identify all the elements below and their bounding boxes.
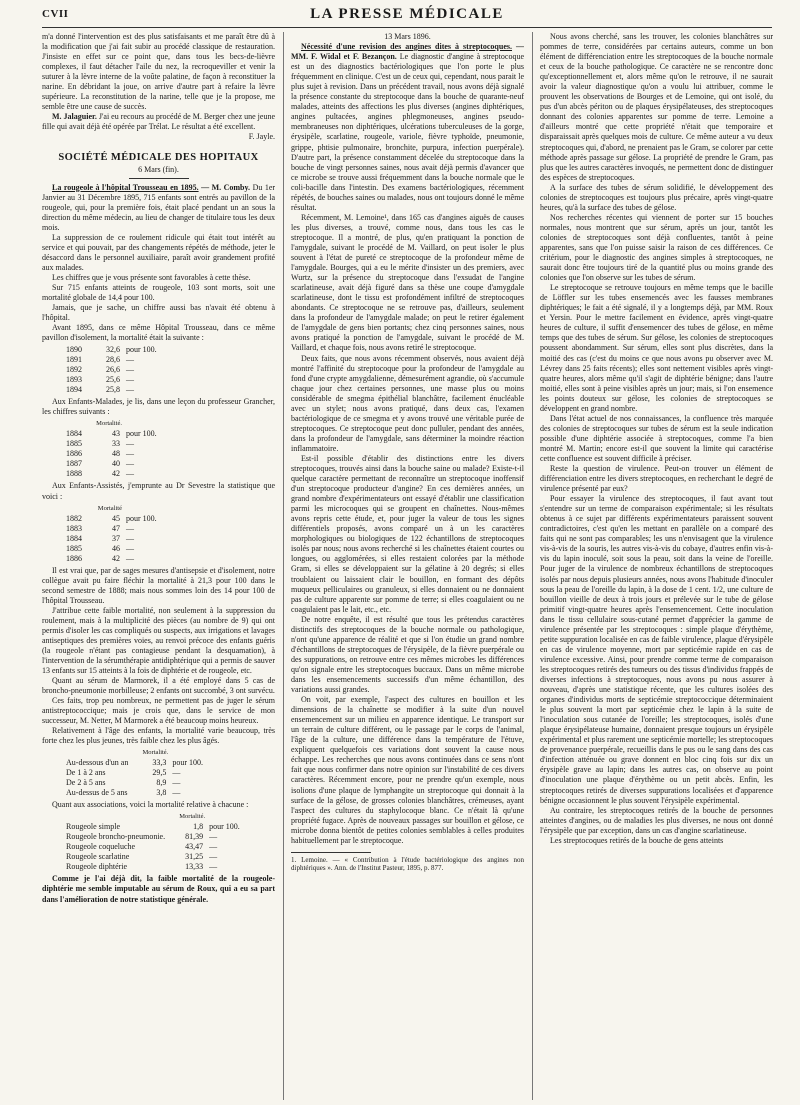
paragraph: On voit, par exemple, l'aspect des cultures en bouillon et les dimensions de la chaînette se modifier à la suite d'un nouvel ensemencement sur un milieu en apparence identique. Le transport sur un terrain de culture différent, ou le passage par le corps de l'animal, l'âge de la culture, une différence dans la température de l'étuve, expliquent quelquefois ces variations dont souvent la cause nous échappe. Les recherches que nous avons continuées dans ce sens n'ont fait que nous confirmer dans notre opinion sur l'instabilité de ces divers caractères. Récemment encore, pour ne prendre qu'un exemple, nous isolions d'une plaque de lymphangite un streptocoque qui donnait à la surface de la gélose, de grosses colonies blanchâtres, crémeuses, ayant l'aspect des cultures du staphylocoque blanc. Ce n'était là qu'une propriété fugace. Après de nouveaux passages sur bouillon et gélose, ce microbe donna bientôt de petites colonies semblables à celles produites habituellement par le streptocoque. bbox=[291, 695, 524, 845]
table-row: 1886 42 — bbox=[66, 553, 134, 563]
paragraph: Le streptocoque se retrouve toujours en même temps que le bacille de Löffler sur les tubes ensemencés avec les fausses membranes diphtériques; le fait a été signalé, il y a longtemps déjà, par MM. Roux et Yersin. Pour le mettre facilement en évidence, après vingt-quatre heures de culture, il suffit d'ensemencer des tubes de gélose, en même temps que des tubes de sérum. Sur gélose, les colonies de streptocoques poussent abondamment. Sur sérum, elles sont plus discrètes, dans la moitié des cas (c'est du moins ce que nous avons pu observer avec M. Lévrey dans 25 faits récents); elles sont nettement visibles après vingt-quatre heures, alors même qu'il s'agit de diphtérie bénigne; dans l'autre moitié, elles sont à peine visibles après un jour; mais, si l'on ensemence les points douteux sur gélose, les colonies de streptocoques se développent en grand nombre. bbox=[540, 283, 773, 413]
table-row: 1885 46 — bbox=[66, 543, 134, 553]
paragraph: Deux faits, que nous avons récemment observés, nous avaient déjà montré l'affinité du streptocoque pour la profondeur de l'amygdale au fond d'une crypte amygdalienne, démesurément agrandie, où s'accumule chaque jour chez certaines personnes, une masse plus ou moins considérable de smegma épithélial blanchâtre, facilement énucléable avec un stylet; nous avons pratiqué, dans deux cas, l'examen bactériologique de ce smegma et y avons trouvé une véritable purée de streptocoques. Ce streptocoque peut donc pulluler, pendant des années, dans la profondeur de l'amygdale, sans déterminer la moindre réaction inflammatoire. bbox=[291, 353, 524, 453]
mortality-table-trousseau bbox=[66, 345, 161, 395]
table-row: 1888 42 — bbox=[66, 469, 134, 479]
paragraph: Ces faits, trop peu nombreux, ne permettent pas de juger le sérum antistreptococcique; mais je crois que, dans le service de mon successeur, M. Netter, M Marmorek a été beaucoup moins heureux. bbox=[42, 696, 275, 726]
table-row: 1883 47 — bbox=[66, 523, 134, 533]
paragraph: Les streptocoques retirés de la bouche de gens atteints bbox=[550, 835, 724, 845]
paragraph: Reste la question de virulence. Peut-on trouver un élément de différenciation entre les divers streptocoques, en recherchant le degré de virulence présenté par eux? bbox=[540, 464, 773, 494]
mortality-by-age-table bbox=[66, 748, 207, 798]
mortality-by-association-table bbox=[66, 812, 244, 872]
section-title: SOCIÉTÉ MÉDICALE DES HOPITAUX bbox=[58, 151, 259, 163]
paragraph: M. Jalaguier. J'ai eu recours au procédé de M. Berger chez une jeune fille qui avait déjà été opérée par Trélat. Le résultat a été excellent. bbox=[42, 112, 275, 132]
header-rule bbox=[42, 27, 772, 28]
paragraph: Quant aux associations, voici la mortalité relative à chacune : bbox=[52, 800, 249, 810]
footnote: 1. Lemoine. — « Contribution à l'étude bactériologique des angines non diphtériques ». Ann. de l'Institut Pasteur, 1895, p. 877. bbox=[291, 855, 524, 873]
section-rule bbox=[129, 178, 189, 179]
column-divider bbox=[283, 32, 284, 1100]
column-divider bbox=[532, 32, 533, 1100]
paragraph: Comme je l'ai déjà dit, la faible mortalité de la rougeole-diphtérie me semble imputable au sérum de Roux, qui a eu sa part dans l'amélioration de notre statistique générale. bbox=[42, 874, 275, 904]
paragraph: Nos recherches récentes qui viennent de porter sur 15 bouches normales, nous montrent que sur sérum, après un jour, tantôt les colonies de streptocoques sont déjà confluentes, tantôt à peine apparentes, sans que l'on puisse saisir la raison de ces différences. Ce critérium, pour le diagnostic des angines simples à streptocoques, ne saurait donc être toujours tiré de la quantité plus ou moins grande des colonies que l'on observe sur les tubes de sérum. bbox=[540, 212, 773, 283]
table-row: 1882 45 pour 100. bbox=[66, 513, 157, 523]
paragraph: Il est vrai que, par de sages mesures d'antisepsie et d'isolement, notre collègue avait pu faire fléchir la mortalité à 21,3 pour 100 dans le second semestre de 1888; mais nous sommes loin des 14 pour 100 de l'hôpital Trousseau. bbox=[42, 565, 275, 605]
table-row: Rougeole broncho-pneumonie. 81,39 — bbox=[66, 832, 218, 842]
table-row: 1884 37 — bbox=[66, 533, 134, 543]
table-row: 1890 32,6 pour 100. bbox=[66, 345, 157, 355]
paragraph: Est-il possible d'établir des distinctions entre les divers streptocoques, trouvés ainsi dans la bouche saine ou malade? Existe-t-il quelque caractère permettant de reconnaître un streptocoque inoffensif d'un streptocoque producteur d'angine? En ces dernières années, un grand nombre d'expérimentateurs ont essayé d'établir une classification parmi les microcoques qui se groupent en chaînettes. Nous-mêmes avons repris cette étude, et, pour juger la valeur de tous les signes différentiels proposés, avons comparé un à un les caractères morphologiques ou biologiques de 122 échantillons de streptocoques isolés par nous; nous avons recherché si les chaînettes étaient courtes ou longues, ou agglomérées, si elles restaient colorées par la méthode Gram, si elles se développaient sur la gélatine à 20 degrés; si elles troublaient ou laissaient clair le bouillon, en formant des dépôts muqueux pelliculaires ou granuleux, si elles donnaient ou ne donnaient pas de culture apparente sur pomme de terre; si elles coagulaient ou ne coagulaient pas le lait, etc., etc. bbox=[291, 453, 524, 614]
table-row: Rougeole diphtérie 13,33 — bbox=[66, 862, 218, 872]
paragraph: m'a donné l'intervention est des plus satisfaisants et me paraît être dû à la modification que j'ai fait subir au procédé classique de restauration. J'insiste en effet sur ce point que, dans tous les becs-de-lièvre complexes, il faut détacher l'aile du nez, la recroqueviller et venir la suturer à la lèvre interne de la voûte palatine, de façon à reconstituer la narine. En débridant la joue, on arrive d'autre part à refaire la lèvre supérieure. La reconstitution de la narine, telle que je la propose, me semble être une cause de succès. bbox=[42, 32, 275, 112]
table-header: Mortalité. bbox=[179, 813, 206, 821]
paragraph: La suppression de ce roulement ridicule qui était tout intérêt au service et qui pouvait, par des changements répétés de méthode, jeter le désaccord dans le personnel auxiliaire, paraît avoir grandement profité aux malades. bbox=[42, 232, 275, 272]
table-row: 1891 28,6 — bbox=[66, 355, 134, 365]
paragraph: De notre enquête, il est résulté que tous les prétendus caractères distinctifs des streptocoques de la bouche normale ou pathologique, n'ont qu'une apparence de réalité et que si l'on étudie un grand nombre d'échantillons de streptocoques de l'érysipèle, de la fièvre puerpérale ou des suppurations, on retrouve entre ces mêmes microbes les différences qu'on signale entre les streptocoques buccaux. Dans un même microbe dans les ensemencements successifs d'un même échantillon, des variations aussi grandes. bbox=[291, 614, 524, 695]
table-header: Mortalité bbox=[97, 504, 122, 512]
paragraph: Sur 715 enfants atteints de rougeole, 103 sont morts, soit une mortalité globale de 14,4 pour 100. bbox=[42, 283, 275, 303]
paragraph: J'attribue cette faible mortalité, non seulement à la suppression du roulement, mais à la multiplicité des pièces (au nombre de 9) qui ont permis d'isoler les cas compliqués ou suspects, aux irrigations et lavages antiseptiques des premières voies, au renvoi précoce des enfants guéris (la rougeole n'étant pas contagieuse pendant la desquamation), à l'intervention de la sérumthérapie antidiphtérique qui a permis de sauver 13 enfants sur 15 atteints à la fois de diphtérie et de rougeole, etc. bbox=[42, 605, 275, 676]
paragraph: Pour essayer la virulence des streptocoques, il faut avant tout s'entendre sur un terme de comparaison expérimentale; si les résultats obtenus à ce sujet par différents expérimentateurs paraissent souvent contradictoires, c'est qu'en les mettant en parallèle on a comparé des faits qui ne sont pas comparables; les uns n'envisagent que la virulence vis-à-vis de la souris, les autres vis-à-vis du cobaye, d'autres enfin vis-à-vis du lapin inoculé, soit sous la peau, soit dans la veine de l'oreille. Pour juger de la virulence de nombreux échantillons de streptocoques isolés par nous depuis plusieurs années, nous avons l'habitude d'inoculer sous la peau de l'oreille du lapin, à la dose de 1 cent. 1/2, une culture de bouillon vieille de deux à trois jours et prélevée sur le tube de gélose primitif vingt-quatre heures après l'ensemencement. Cette inoculation dans le tissu cellulaire sous-cutané permet d'apprécier la gamme de virulence présentée par les streptocoques : simple plaque d'érythème, petite suppuration localisée en cas de faible virulence, plaque d'érysipèle en cas de virulence moyenne, mort par septicémie rapide en cas de virulence excessive. Ainsi, pour prendre comme terme de comparaison les streptocoques retirés des tumeurs ou des tissus d'individus frappés de diverses infections à streptocoques, nous avons pu nous assurer à nouveau, d'après une statistique récente, que les cultures isolées des organes d'individus morts de septicémie streptococcique déterminaient le plus souvent la mort par septicémie chez le lapin à la suite de l'inoculation sous cutanée de l'oreille; les streptocoques, isolés d'une plaque érysipélateuse humaine, donnaient presque toujours un érysipèle expérimental et plus rarement une septicémie mortelle; les streptocoques de provenance puerpérale, recueillis dans le pus ou le sang dans des cas d'infection atténuée ou grave donnent en bloc cinq fois sur dix un érysipèle grave au lapin; dans les autres cas, on observe au point d'inoculation une plaque d'érythème ou un petit abcès. Enfin, les streptocoques retirés de diverses suppurations localisées et d'apparence bénigne occasionnent le plus souvent l'érysipèle expérimental. bbox=[540, 494, 773, 805]
table-header: Mortalité. bbox=[96, 420, 122, 428]
journal-title: LA PRESSE MÉDICALE bbox=[310, 6, 504, 22]
paragraph: Aux Enfants-Assistés, j'emprunte au Dr Sevestre la statistique que voici : bbox=[42, 481, 275, 501]
table-row: 1884 43 pour 100. bbox=[66, 429, 157, 439]
page-header bbox=[42, 6, 772, 28]
session-date: 13 Mars 1896. bbox=[384, 32, 431, 41]
table-row: 1886 48 — bbox=[66, 449, 134, 459]
table-row: De 1 à 2 ans 29,5 — bbox=[66, 768, 181, 778]
column-right bbox=[540, 32, 773, 1100]
article-heading: Nécessité d'une revision des angines dites à streptocoques. — MM. F. Widal et F. Bezançon. Le diagnostic d'angine à streptocoque est un des diagnostics bactériologiques que l'on porte le plus fréquemment en clinique. C'est un de ceux qui, cependant, nous parait le plus sujet à revision. Dans un précédent travail, nous avons déjà signalé la présence constante du streptocoque dans la bouche de quarante-neuf malades, atteints des affections les plus diverses (angines diphtériques, angines pultacées, angines phlegmoneuses, angines pseudo-membraneuses non diphtériques, ulcérations tuberculeuses de la gorge, érysipèle, scarlatine, rougeole, variole, fièvre typhoïde, pneumonie, grippe, phtisie pulmonaire, bronchite, purpura, infection puerpérale). D'autre part, la présence constamment décelée du streptocoque dans la bouche de vingt personnes saines, nous avait déjà permis d'avancer que ce microbe se trouve aussi fréquemment dans la bouche normale que le coli-bacille dans l'intestin. Des examens bactériologiques, récemment répétés, de bouches saines ou malades, nous ont toujours donné le même résultat. bbox=[291, 42, 524, 212]
column-middle bbox=[291, 32, 524, 1100]
table-row: 1885 33 — bbox=[66, 439, 134, 449]
table-row: 1892 26,6 — bbox=[66, 365, 134, 375]
paragraph: Au contraire, les streptocoques retirés de la bouche de personnes atteintes d'angines, ou de maladies les plus diverses, ne nous ont donné l'érysipèle que par exception, dans un cas d'angine scarlatineuse. bbox=[540, 805, 773, 835]
paragraph: Avant 1895, dans ce même Hôpital Trousseau, dans ce même pavillon d'isolement, la mortalité était la suivante : bbox=[42, 323, 275, 343]
paragraph: Nous avons cherché, sans les trouver, les colonies blanchâtres sur pommes de terre, considérées par certains auteurs, comme un bon élément de différenciation entre les streptocoques de la bouche normale et ceux de la bouche pathologique. Ce caractère ne se rencontre donc qu'exceptionnellement et, alors même qu'on le retrouve, il ne saurait avoir la valeur diagnostique qu'on a voulu lui attribuer, comme le prouvent les observations de Bourges et de Lemoine, qui ont isolé, du pus d'un abcès périton ou de plaques érysipélateuses, des streptocoques donnant des colonies apparentes sur pomme de terre. Lemoine a d'ailleurs montré que cette propriété n'était que temporaire et disparaissait après quelques mois de culture. Ce même auteur a vu deux streptocoques qui, d'abord, ne prenaient pas le Gram, se colorer par cette méthode après passage sur gélose. La propriété de prendre le Gram, pas plus que les autres caractères invoqués, ne permettent donc de distinguer des espèces de streptocoques. bbox=[540, 32, 773, 182]
page-number: CVII bbox=[42, 8, 69, 20]
table-row: 1893 25,6 — bbox=[66, 375, 134, 385]
paragraph: A la surface des tubes de sérum solidifié, le développement des colonies de streptocoques est toujours plus précaire, après vingt-quatre heures, qu'à la surface des tubes de gélose. bbox=[540, 182, 773, 212]
mortality-table-enfants-malades bbox=[66, 419, 161, 479]
table-row: 1887 40 — bbox=[66, 459, 134, 469]
mortality-table-enfants-assistes bbox=[66, 504, 161, 564]
column-left bbox=[42, 32, 275, 1100]
paragraph: Jamais, que je sache, un chiffre aussi bas n'avait été obtenu à l'hôpital. bbox=[42, 303, 275, 323]
table-row: 1894 25,8 — bbox=[66, 385, 134, 395]
table-row: De 2 à 5 ans 8,9 — bbox=[66, 778, 181, 788]
table-row: Rougeole scarlatine 31,25 — bbox=[66, 852, 218, 862]
paragraph: Dans l'état actuel de nos connaissances, la confluence très marquée des colonies de streptocoques sur tubes de sérum est la seule indication possible d'une diphtérie associée à streptocoques, comme l'a bien montré M. Martin; encore est-il que souvent la limite qui caractérise cette confluence est souvent difficile à préciser. bbox=[540, 413, 773, 463]
paragraph: Les chiffres que je vous présente sont favorables à cette thèse. bbox=[52, 273, 251, 283]
table-header: Mortalité. bbox=[142, 749, 169, 757]
author-signature: F. Jayle. bbox=[248, 132, 275, 142]
paragraph: Quant au sérum de Marmorek, il a été employé dans 5 cas de broncho-pneumonie morbilleuse; 2 enfants ont succombé, 3 ont survécu. bbox=[42, 676, 275, 696]
section-date: 6 Mars (fin). bbox=[138, 164, 179, 174]
table-row: Rougeole coqueluche 43,47 — bbox=[66, 842, 218, 852]
table-row: Rougeole simple 1,8 pour 100. bbox=[66, 822, 240, 832]
paragraph: Relativement à l'âge des enfants, la mortalité varie beaucoup, très forte chez les plus jeunes, très faible chez les plus âgés. bbox=[42, 726, 275, 746]
paragraph: Récemment, M. Lemoine¹, dans 165 cas d'angines aiguës de causes les plus diverses, a trouvé, comme nous, dans tous les cas le streptocoque. Il a montré, de plus, qu'en pratiquant la ponction de l'amygdale, suivant le procédé de M. Vaillard, on peut isoler le plus souvent à l'état de pureté ce streptocoque de la profondeur même de l'amygdale. Bourges, qui a eu le mérite d'insister un des premiers, avec Wurtz, sur la présence du streptocoque dans l'exsudat de l'angine scarlatineuse, avait déjà figuré dans sa thèse une coupe d'amygdale scarlatineuse, dont le tissu est profondément infiltré de streptocoques abondants. Ce streptocoque ne se retrouve pas, d'ailleurs, seulement dans la profondeur de l'amygdale malade; on peut le retirer également de l'amygdale de gens bien portants; chez cinq personnes saines, nous avons pratiqué la ponction de l'amygdale, suivant le procédé de M. Vaillard, et chaque fois, nous avons retiré le streptocoque. bbox=[291, 212, 524, 353]
table-row: Au-dessus de 5 ans 3,8 — bbox=[66, 788, 181, 798]
table-row: Au-dessous d'un an 33,3 pour 100. bbox=[66, 758, 203, 768]
paragraph: Aux Enfants-Malades, je lis, dans une leçon du professeur Grancher, les chiffres suivants : bbox=[42, 397, 275, 417]
footnote-rule bbox=[291, 852, 371, 853]
article-heading: La rougeole à l'hôpital Trousseau en 1895. — M. Comby. Du 1er Janvier au 31 Décembre 1895, 715 enfants sont entrés au pavillon de la rougeole, qui, pour la première fois, était placé pendant un an sous la direction du même médecin, au lieu de changer de titulaire tous les deux mois. bbox=[42, 182, 275, 232]
